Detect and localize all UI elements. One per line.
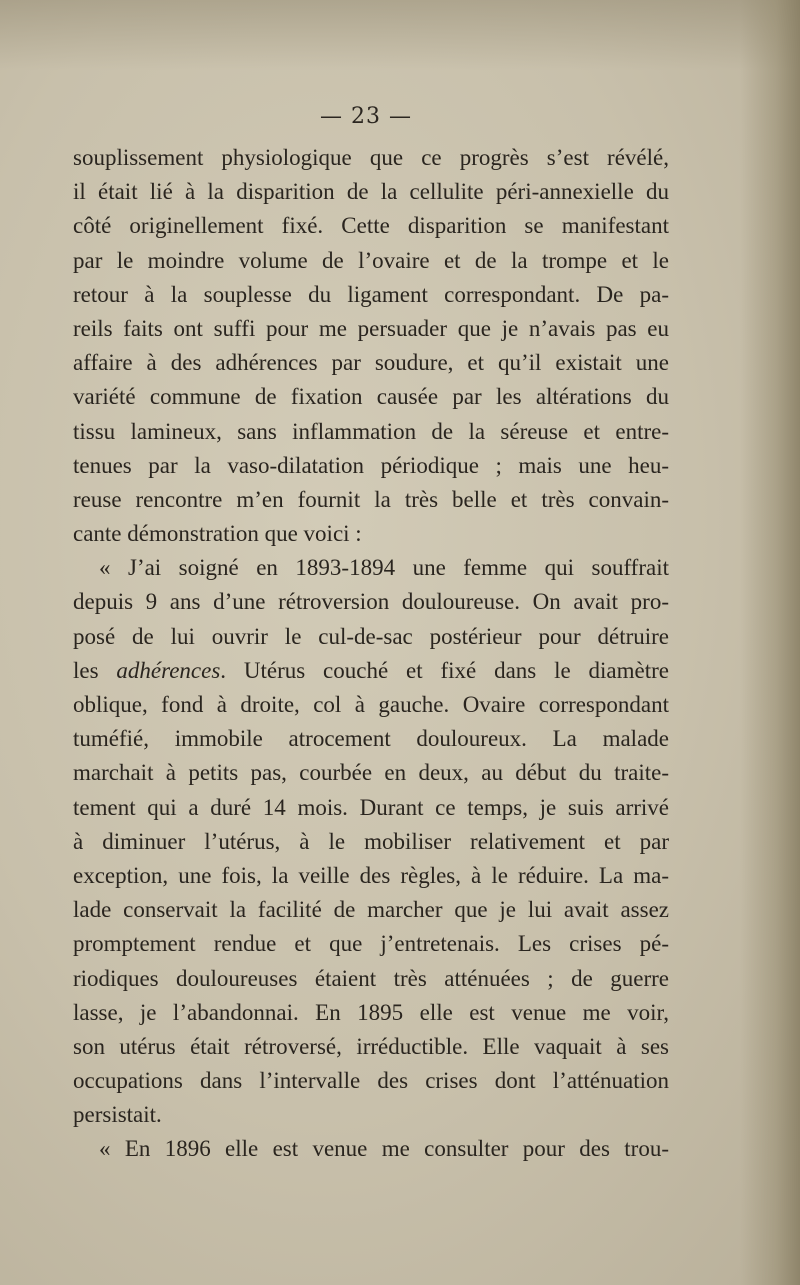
text-line: tissu lamineux, sans inflammation de la séreuse et entre-	[73, 418, 669, 444]
text-line: à diminuer l’utérus, à le mobiliser relativement et par	[73, 828, 669, 854]
text-fragment: les	[73, 657, 117, 683]
italic-term: adhérences	[116, 657, 221, 683]
text-line: affaire à des adhérences par soudure, et qu’il existait une	[73, 350, 669, 376]
text-line: tenues par la vaso-dilatation périodique ; mais une heu-	[73, 452, 669, 478]
page-number: — 23 —	[320, 104, 412, 129]
text-line: retour à la souplesse du ligament correspondant. De pa-	[73, 281, 669, 307]
text-line: promptement rendue et que j’entretenais. Les crises pé-	[73, 931, 669, 957]
text-line: il était lié à la disparition de la cellulite péri-annexielle du	[73, 179, 669, 205]
text-line: persistait.	[73, 1102, 162, 1128]
text-line: tuméfié, immobile atrocement douloureux. La malade	[73, 726, 669, 752]
page-shadow-right	[740, 0, 800, 1285]
text-line: reils faits ont suffi pour me persuader que je n’avais pas eu	[73, 315, 669, 341]
text-line: « En 1896 elle est venue me consulter pour des trou-	[99, 1136, 669, 1162]
text-line: oblique, fond à droite, col à gauche. Ovaire correspondant	[73, 692, 669, 717]
text-line: lade conservait la facilité de marcher que je lui avait assez	[73, 897, 669, 923]
text-line: posé de lui ouvrir le cul-de-sac postérieur pour détruire	[73, 623, 669, 649]
text-fragment: . Utérus couché et fixé dans le diamètre	[220, 657, 669, 683]
text-line: riodiques douloureuses étaient très atténuées ; de guerre	[73, 965, 669, 991]
text-line	[73, 654, 669, 688]
page-shadow-top	[0, 0, 800, 70]
text-line: tement qui a duré 14 mois. Durant ce temps, je suis arrivé	[73, 794, 669, 820]
text-line: exception, une fois, la veille des règles, à le réduire. La ma-	[73, 862, 669, 888]
text-line: côté originellement fixé. Cette disparition se manifestant	[73, 213, 669, 239]
text-line: reuse rencontre m’en fournit la très belle et très convain-	[73, 486, 669, 512]
text-line: lasse, je l’abandonnai. En 1895 elle est venue me voir,	[73, 999, 669, 1025]
text-line: « J’ai soigné en 1893-1894 une femme qui souffrait	[99, 555, 669, 581]
body-text	[73, 141, 669, 1167]
text-line: variété commune de fixation causée par les altérations du	[73, 384, 669, 410]
text-line: marchait à petits pas, courbée en deux, au début du traite-	[73, 760, 669, 786]
text-line: son utérus était rétroversé, irréductible. Elle vaquait à ses	[73, 1033, 669, 1059]
text-line: cante démonstration que voici :	[73, 521, 362, 547]
text-line: par le moindre volume de l’ovaire et de la trompe et le	[73, 247, 669, 273]
text-line: occupations dans l’intervalle des crises dont l’atténuation	[73, 1068, 669, 1094]
text-line: souplissement physiologique que ce progrès s’est révélé,	[73, 145, 669, 170]
text-line: depuis 9 ans d’une rétroversion douloureuse. On avait pro-	[73, 589, 669, 615]
